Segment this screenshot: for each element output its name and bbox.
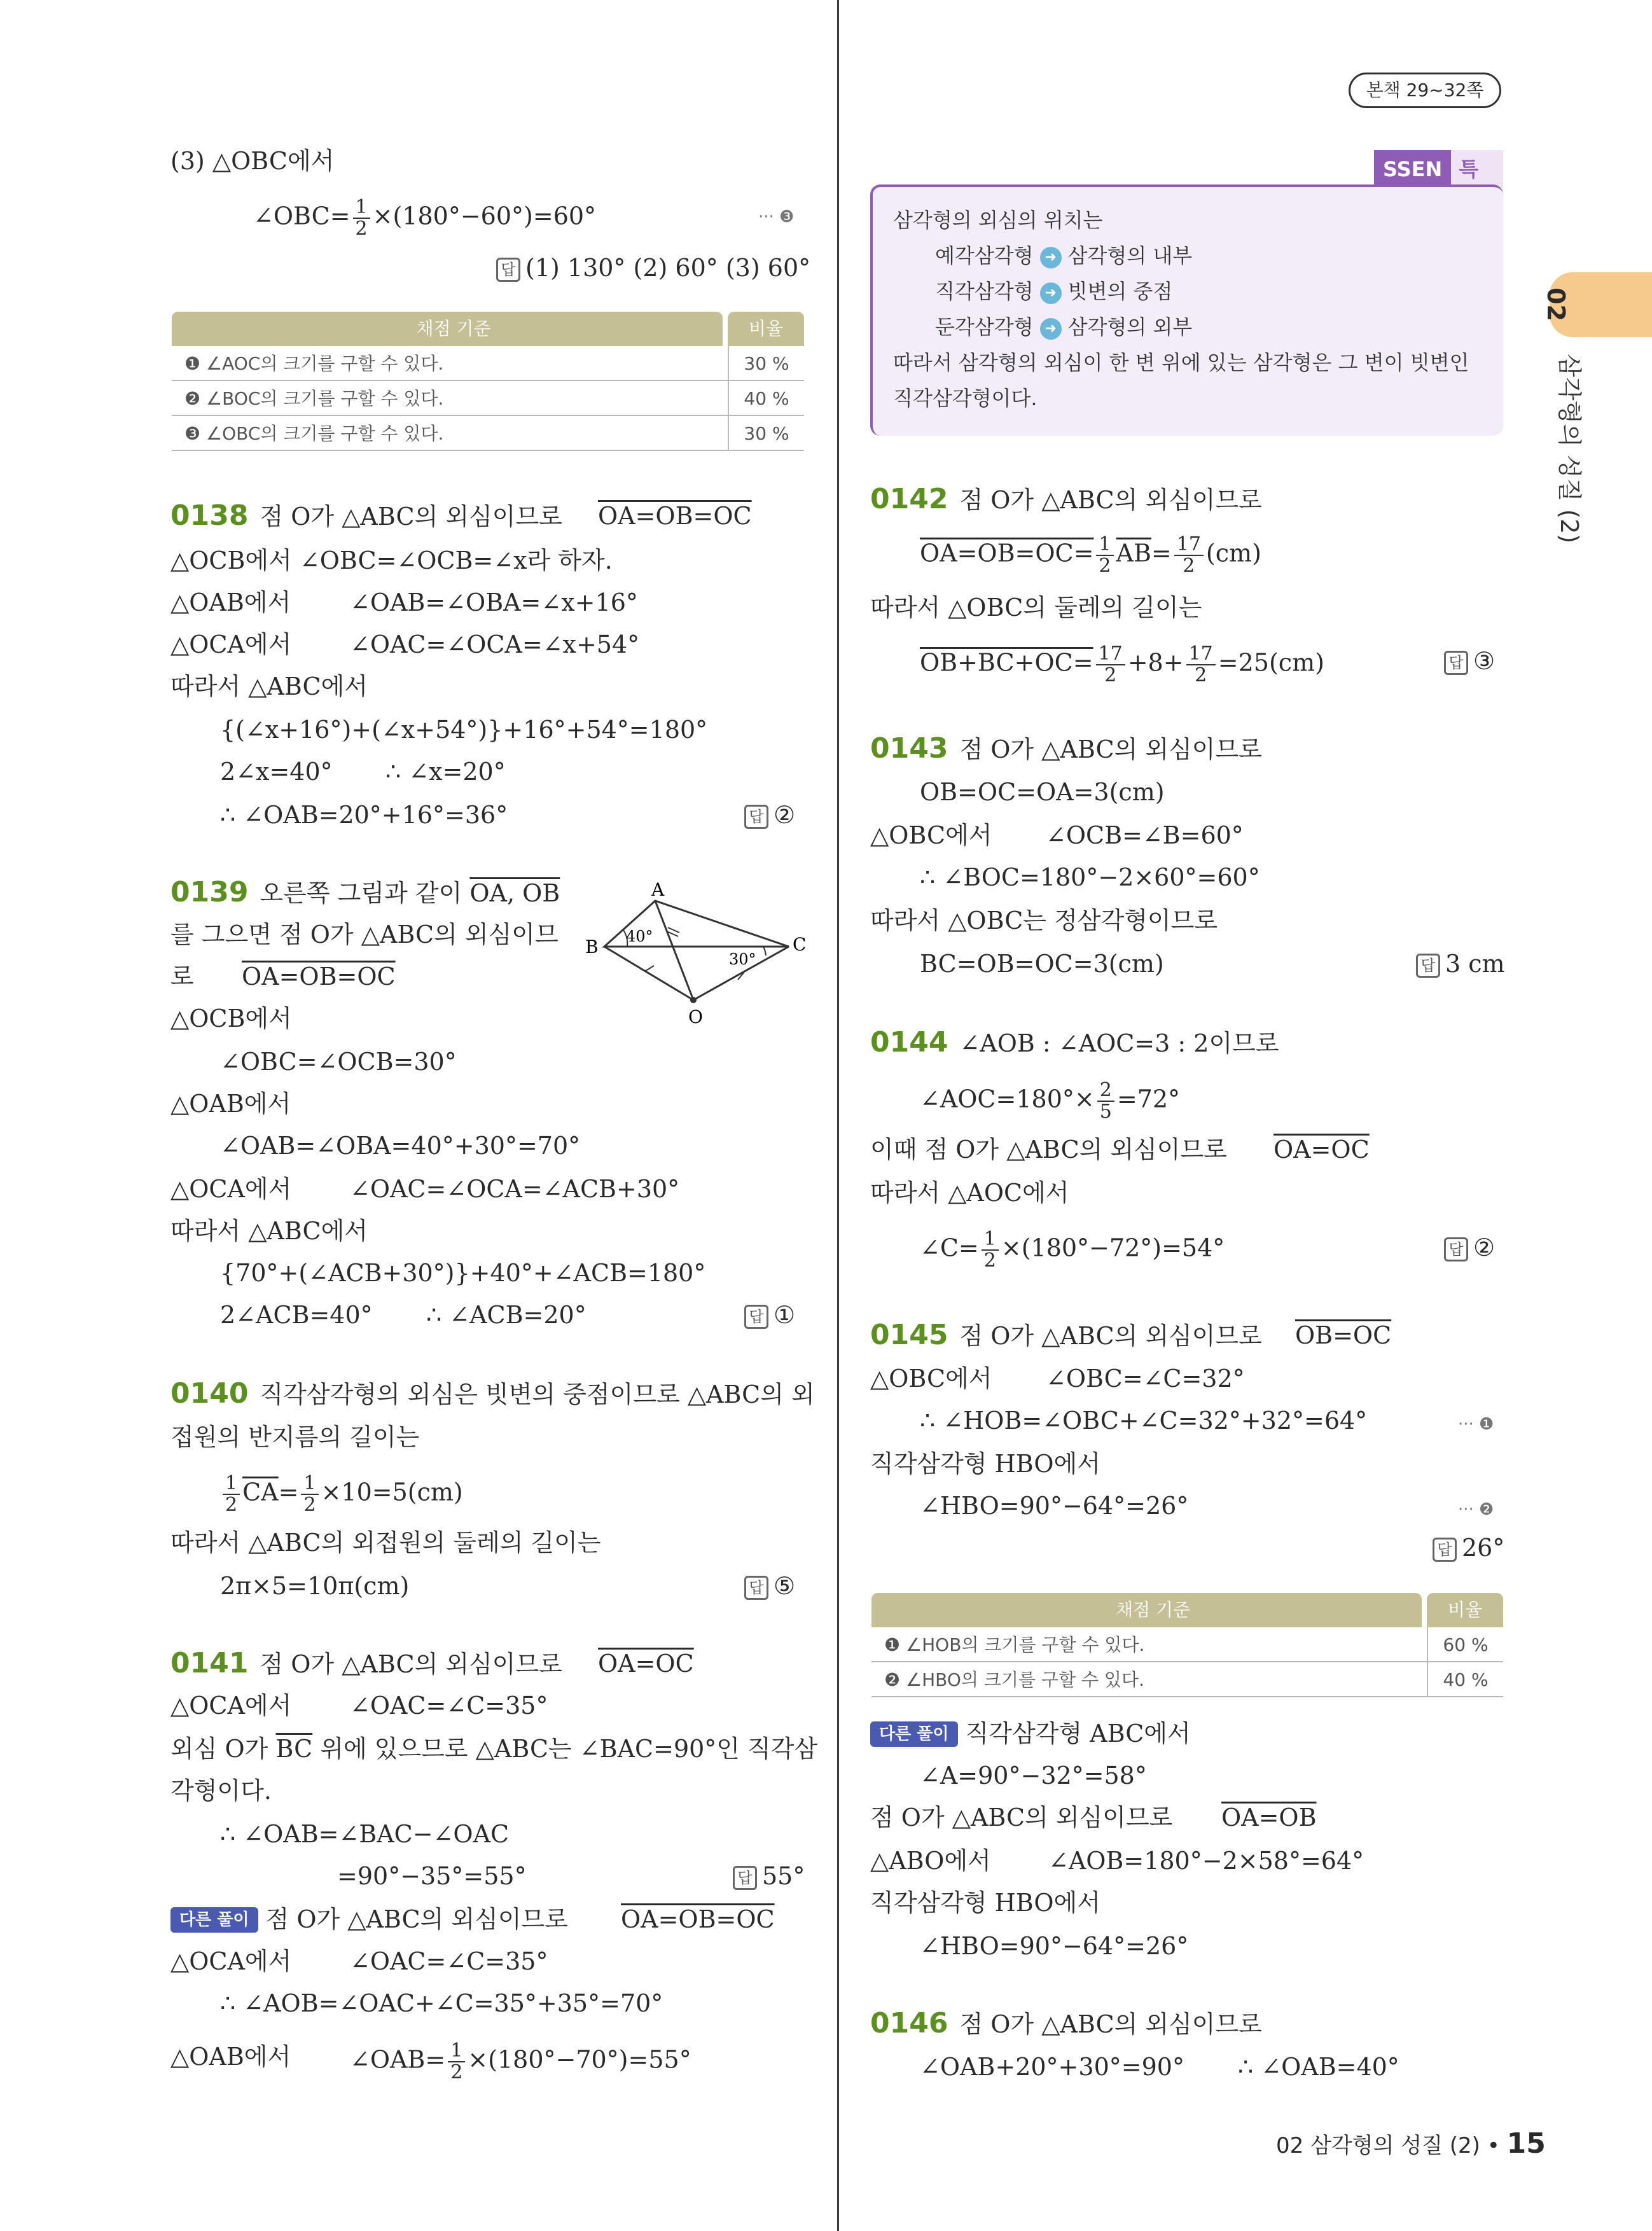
answer-icon: 답 — [1444, 1237, 1468, 1261]
problem-0144-line3a: 이때 점 O가 △ABC의 외심이므로 — [870, 1136, 1227, 1164]
problem-0143-line6: BC=OB=OC=3(cm) — [920, 950, 1164, 978]
fraction: $\frac{1}{2}$ — [448, 2041, 465, 2083]
angle-C-label: 30° — [729, 950, 756, 968]
arrow-right-icon: ➜ — [1040, 247, 1062, 268]
problem-0145-line2b: ∠OBC=∠C=32° — [1046, 1365, 1245, 1393]
problem-0140-line5: 2π×5=10π(cm) — [220, 1572, 410, 1600]
vertex-B: B — [585, 936, 599, 957]
table-row: ❶ ∠AOC의 크기를 구할 수 있다. 30 % — [172, 346, 804, 381]
problem-0139-line8b: ∠OAC=∠OCA=∠ACB+30° — [350, 1175, 680, 1203]
step-marker-3: ··· ❸ — [758, 207, 795, 226]
problem-0141-line6: =90°−35°=55° — [337, 1862, 527, 1890]
fraction: $\frac{17}{2}$ — [1186, 644, 1216, 686]
problem-0145-answer: 답 26° — [1433, 1532, 1504, 1564]
problem-0139-line3b: OA=OB=OC — [242, 963, 396, 990]
table-row: ❷ ∠HBO의 크기를 구할 수 있다. 40 % — [871, 1662, 1503, 1697]
ssen-line3: 직각삼각형 ➜ 빗변의 중점 — [935, 279, 1173, 303]
problem-number: 0144 — [870, 1026, 948, 1059]
problem-0143-line2: OB=OC=OA=3(cm) — [920, 778, 1165, 806]
problem-0145-alt-line5: 직각삼각형 HBO에서 — [870, 1889, 1100, 1917]
problem-0141-line3: 외심 O가 $\overline{BC}$ 위에 있으므로 △ABC는 ∠BAC=90°인 직각삼 — [170, 1735, 818, 1763]
fraction: $\frac{1}{2}$ — [223, 1473, 240, 1515]
footer-chapter: 02 삼각형의 성질 (2) — [1276, 2133, 1480, 2158]
problem-0139-line6: △OAB에서 — [170, 1090, 291, 1118]
left-top-line2: ∠OBC= $\frac{1}{2}$ ×(180°−60°)=60° — [253, 196, 597, 240]
problem-0141-alt-line2b: ∠OAC=∠C=35° — [350, 1947, 548, 1975]
problem-0141-alt-line4a: △OAB에서 — [170, 2043, 291, 2071]
page-number: 15 — [1506, 2127, 1546, 2160]
problem-0145-alt-line3a: 점 O가 △ABC의 외심이므로 — [870, 1804, 1173, 1831]
table-row: ❷ ∠BOC의 크기를 구할 수 있다. 40 % — [172, 381, 804, 416]
problem-0141-alt-line3: ∴ ∠AOB=∠OAC+∠C=35°+35°=70° — [220, 1989, 663, 2017]
ssen-line1: 삼각형의 외심의 위치는 — [893, 208, 1103, 232]
grading-header-criteria: 채점 기준 — [172, 312, 723, 346]
problem-0144-answer: 답 ② — [1444, 1232, 1495, 1263]
problem-0141-alt-line4b: ∠OAB= $\frac{1}{2}$ ×(180°−70°)=55° — [350, 2040, 691, 2083]
problem-0138-line7b: ∴ ∠x=20° — [385, 758, 506, 786]
problem-0138-line3b: ∠OAB=∠OBA=∠x+16° — [350, 588, 638, 616]
answer-icon: 답 — [496, 258, 520, 282]
step-marker-2: ··· ❷ — [1458, 1500, 1494, 1519]
problem-0140-line4: 따라서 △ABC의 외접원의 둘레의 길이는 — [170, 1529, 601, 1557]
problem-number: 0138 — [170, 499, 249, 532]
problem-0139-line4: △OCB에서 — [170, 1004, 292, 1032]
problem-0142-line1: 0142 점 O가 △ABC의 외심이므로 — [870, 483, 1262, 515]
problem-0138-overline: OA=OB=OC — [598, 502, 752, 530]
problem-0143-line4: ∴ ∠BOC=180°−2×60°=60° — [920, 863, 1260, 891]
vertex-A: A — [651, 879, 665, 900]
problem-0141-line1: 0141 점 O가 △ABC의 외심이므로 — [170, 1647, 562, 1679]
answer-icon: 답 — [744, 1576, 768, 1600]
problem-0145-line2a: △OBC에서 — [870, 1365, 992, 1393]
chapter-title-vertical: 삼각형의 성질 (2) — [1555, 354, 1583, 544]
problem-number: 0143 — [870, 732, 948, 765]
problem-0141-answer: 답 55° — [733, 1860, 805, 1892]
answer-icon: 답 — [744, 1305, 768, 1329]
problem-0145-line5: ∠HBO=90°−64°=26° — [920, 1492, 1189, 1520]
grading-header-ratio: 비율 — [1427, 1593, 1503, 1627]
problem-0145-alt-line4b: ∠AOB=180°−2×58°=64° — [1048, 1847, 1364, 1875]
problem-0139-line2: 를 그으면 점 O가 △ABC의 외심이므 — [170, 921, 559, 949]
problem-0139-line7: ∠OAB=∠OBA=40°+30°=70° — [220, 1132, 581, 1160]
grading-table-1 — [172, 312, 804, 451]
problem-0143-line1: 0143 점 O가 △ABC의 외심이므로 — [870, 732, 1262, 765]
problem-number: 0142 — [870, 483, 948, 515]
problem-0141-alt-line1: 다른 풀이 점 O가 △ABC의 외심이므로 — [170, 1903, 568, 1935]
alternative-solution-tag: 다른 풀이 — [870, 1721, 958, 1747]
problem-0145-line3: ∴ ∠HOB=∠OBC+∠C=32°+32°=64° — [920, 1407, 1368, 1435]
problem-0145-alt-line3b: OA=OB — [1221, 1804, 1317, 1831]
vertex-C: C — [793, 934, 807, 955]
problem-0144-line5: ∠C= $\frac{1}{2}$ ×(180°−72°)=54° — [920, 1228, 1225, 1272]
arrow-right-icon: ➜ — [1040, 282, 1062, 304]
left-top-line1: (3) △OBC에서 — [170, 147, 335, 175]
answer-line: 답 (1) 130° (2) 60° (3) 60° — [496, 252, 810, 284]
problem-0141-line2b: ∠OAC=∠C=35° — [350, 1692, 548, 1720]
problem-0145-alt-line6: ∠HBO=90°−64°=26° — [920, 1932, 1189, 1960]
problem-0138-line2: △OCB에서 ∠OBC=∠OCB=∠x라 하자. — [170, 546, 613, 574]
fraction: $\frac{2}{5}$ — [1097, 1080, 1114, 1122]
problem-number: 0146 — [870, 2007, 948, 2040]
column-divider — [837, 0, 839, 2231]
problem-0145-alt-line2: ∠A=90°−32°=58° — [920, 1762, 1147, 1790]
angle-B-label: 40° — [626, 928, 653, 945]
ssen-line6: 직각삼각형이다. — [893, 386, 1038, 410]
problem-0144-line3b: OA=OC — [1274, 1136, 1370, 1164]
problem-0138-line4a: △OCA에서 — [170, 630, 292, 658]
problem-0142-line2: OA=OB=OC= $\frac{1}{2}$ $\overline{AB}=$ $\frac{17}{2}$ (cm) — [920, 533, 1261, 577]
problem-0141-line4: 각형이다. — [170, 1777, 272, 1805]
problem-0146-line2a: ∠OAB+20°+30°=90° — [920, 2053, 1184, 2081]
problem-0141-alt-overline: OA=OB=OC — [621, 1905, 775, 1933]
ssen-line5: 따라서 삼각형의 외심이 한 변 위에 있는 삼각형은 그 변이 빗변인 — [893, 351, 1469, 375]
problem-0139-line11b: ∴ ∠ACB=20° — [426, 1301, 587, 1329]
problem-0139-line8a: △OCA에서 — [170, 1175, 292, 1203]
answer-icon: 답 — [1433, 1538, 1457, 1562]
grading-table-2 — [871, 1593, 1503, 1697]
problem-0141-line2a: △OCA에서 — [170, 1692, 292, 1720]
problem-0139-answer: 답 ① — [744, 1299, 795, 1331]
problem-0146-line2b: ∴ ∠OAB=40° — [1238, 2053, 1399, 2081]
fraction: $\frac{1}{2}$ — [353, 197, 370, 239]
problem-0138-line3a: △OAB에서 — [170, 588, 291, 616]
grading-header-ratio: 비율 — [728, 312, 804, 346]
fraction: $\frac{17}{2}$ — [1174, 534, 1204, 576]
problem-0144-line1: 0144 ∠AOB : ∠AOC=3 : 2이므로 — [870, 1026, 1279, 1059]
problem-0143-line3b: ∠OCB=∠B=60° — [1046, 821, 1244, 849]
problem-0145-alt-line4a: △ABO에서 — [870, 1847, 991, 1875]
problem-0139-line5: ∠OBC=∠OCB=30° — [220, 1048, 457, 1076]
alternative-solution-tag: 다른 풀이 — [170, 1907, 258, 1933]
step-marker-1: ··· ❶ — [1458, 1415, 1494, 1434]
problem-0145-alt-line1: 다른 풀이 직각삼각형 ABC에서 — [870, 1718, 1191, 1749]
problem-0144-line2: ∠AOC=180°× $\frac{2}{5}$ =72° — [920, 1079, 1181, 1123]
arrow-right-icon: ➜ — [1040, 318, 1062, 340]
answer-icon: 답 — [1416, 954, 1440, 978]
problem-0145-overline: OB=OC — [1295, 1321, 1392, 1349]
problem-0138-answer: 답 ② — [744, 799, 795, 831]
chapter-number: 02 — [1542, 288, 1570, 321]
problem-0146-line1: 0146 점 O가 △ABC의 외심이므로 — [870, 2007, 1262, 2040]
ssen-line4: 둔각삼각형 ➜ 삼각형의 외부 — [935, 315, 1193, 339]
table-row: ❶ ∠HOB의 크기를 구할 수 있다. 60 % — [871, 1627, 1503, 1662]
fraction: $\frac{1}{2}$ — [1096, 534, 1113, 576]
page-footer — [1276, 2127, 1546, 2160]
problem-number: 0141 — [170, 1647, 249, 1679]
problem-0140-line3: $\frac{1}{2}$ $\overline{CA}=$ $\frac{1}{2}$ ×10=5(cm) — [220, 1473, 463, 1515]
problem-0141-overline: OA=OC — [598, 1650, 694, 1678]
table-row: ❸ ∠OBC의 크기를 구할 수 있다. 30 % — [172, 416, 804, 451]
problem-0142-line4: OB+BC+OC= $\frac{17}{2}$ +8+ $\frac{17}{2}$ =25(cm) — [920, 643, 1324, 686]
vertex-O: O — [688, 1006, 703, 1027]
problem-0139-line1: 0139 오른쪽 그림과 같이 OA, OB — [170, 876, 560, 908]
book-reference-badge: 본책 29~32쪽 — [1349, 73, 1501, 108]
fraction: $\frac{1}{2}$ — [301, 1473, 318, 1515]
fraction: $\frac{1}{2}$ — [982, 1229, 999, 1271]
ssen-line2: 예각삼각형 ➜ 삼각형의 내부 — [935, 244, 1193, 268]
problem-0143-line5: 따라서 △OBC는 정삼각형이므로 — [870, 907, 1218, 935]
problem-0145-line1: 0145 점 O가 △ABC의 외심이므로 — [870, 1319, 1262, 1351]
answer-icon: 답 — [733, 1866, 757, 1890]
answer-icon: 답 — [1444, 651, 1468, 675]
problem-0142-line3: 따라서 △OBC의 둘레의 길이는 — [870, 594, 1202, 622]
triangle-figure — [585, 878, 808, 1031]
problem-number: 0140 — [170, 1377, 249, 1410]
problem-0140-line2: 접원의 반지름의 길이는 — [170, 1423, 420, 1451]
problem-0145-line4: 직각삼각형 HBO에서 — [870, 1450, 1100, 1478]
problem-0139-line10: {70°+(∠ACB+30°)}+40°+∠ACB=180° — [220, 1259, 706, 1287]
problem-0141-line5: ∴ ∠OAB=∠BAC−∠OAC — [220, 1820, 510, 1848]
footer-bullet: • — [1487, 2133, 1500, 2158]
fraction: $\frac{17}{2}$ — [1096, 644, 1125, 686]
problem-0138-line1: 0138 점 O가 △ABC의 외심이므로 — [170, 499, 562, 532]
problem-0138-line7a: 2∠x=40° — [220, 758, 333, 786]
grading-header-criteria: 채점 기준 — [871, 1593, 1422, 1627]
problem-0138-line4b: ∠OAC=∠OCA=∠x+54° — [350, 630, 640, 658]
problem-0139-line3a: 로 — [170, 963, 194, 990]
problem-0143-answer: 답 3 cm — [1416, 948, 1505, 980]
problem-0140-answer: 답 ⑤ — [744, 1570, 795, 1602]
problem-0144-line4: 따라서 △AOC에서 — [870, 1179, 1069, 1207]
problem-0142-answer: 답 ③ — [1444, 645, 1495, 677]
answer-icon: 답 — [744, 805, 768, 829]
problem-0138-line8: ∴ ∠OAB=20°+16°=36° — [220, 801, 508, 829]
problem-0141-alt-line2a: △OCA에서 — [170, 1947, 292, 1975]
problem-0139-line9: 따라서 △ABC에서 — [170, 1217, 368, 1245]
problem-0138-line6: {(∠x+16°)+(∠x+54°)}+16°+54°=180° — [220, 716, 708, 744]
problem-0140-line1: 0140 직각삼각형의 외심은 빗변의 중점이므로 △ABC의 외 — [170, 1377, 815, 1410]
problem-0138-line5: 따라서 △ABC에서 — [170, 672, 368, 700]
problem-number: 0145 — [870, 1319, 948, 1351]
problem-0139-line11a: 2∠ACB=40° — [220, 1301, 373, 1329]
ssen-special-tag: SSEN 특 — [1374, 150, 1503, 188]
problem-0143-line3a: △OBC에서 — [870, 821, 992, 849]
problem-number: 0139 — [170, 876, 249, 908]
